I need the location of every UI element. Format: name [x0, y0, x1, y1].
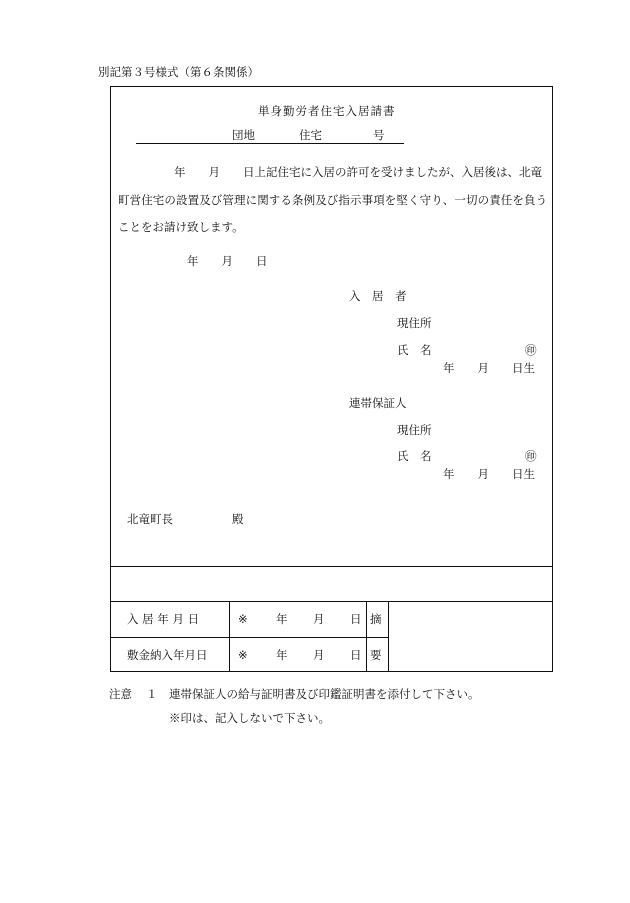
- date-line: 年 月 日: [187, 254, 268, 268]
- resident-heading: 入 居 者: [349, 289, 407, 303]
- addressee-honorific: 殿: [232, 512, 244, 526]
- remarks-label-top: 摘: [370, 612, 382, 626]
- table-col-divider-3: [388, 601, 389, 672]
- address-underline: [136, 143, 404, 144]
- resident-name-label: 氏 名: [397, 343, 432, 357]
- form-title: 単身勤労者住宅入居請書: [258, 104, 396, 118]
- table-col-divider-2: [366, 601, 367, 672]
- table-divider-2: [110, 601, 553, 602]
- jutaku-label: 住宅: [299, 128, 322, 142]
- row2-month: 月: [313, 648, 325, 662]
- guarantor-seal-mark: ㊞: [525, 449, 537, 463]
- go-label: 号: [373, 128, 385, 142]
- notes-line-1: 連帯保証人の給与証明書及び印鑑証明書を添付して下さい。: [169, 687, 480, 701]
- table-divider-top: [110, 566, 553, 567]
- resident-seal-mark: ㊞: [525, 343, 537, 357]
- body-line-2: 町営住宅の設置及び管理に関する条例及び指示事項を堅く守り、一切の責任を負う: [118, 193, 548, 207]
- body-line-3: ことをお請け致します。: [118, 220, 244, 234]
- row1-mark: ※: [238, 612, 248, 626]
- guarantor-birthdate: 年 月 日生: [443, 467, 535, 481]
- row2-day: 日: [350, 648, 362, 662]
- row1-day: 日: [350, 612, 362, 626]
- notes-label: 注意: [109, 687, 132, 701]
- table-col-divider-1: [229, 601, 230, 672]
- body-line-1: 年 月 日上記住宅に入居の許可を受けましたが、入居後は、北竜: [174, 165, 542, 179]
- guarantor-address-label: 現住所: [397, 423, 432, 437]
- deposit-date-label: 敷金納入年月日: [127, 648, 208, 662]
- form-style-note: 別記第３号様式（第６条関係）: [98, 65, 259, 79]
- addressee-name: 北竜町長: [127, 512, 173, 526]
- move-in-date-label: 入 居 年 月 日: [127, 612, 200, 626]
- table-row-divider: [110, 637, 389, 638]
- row1-year: 年: [276, 612, 288, 626]
- remarks-label-bottom: 要: [370, 648, 382, 662]
- row2-mark: ※: [238, 648, 248, 662]
- row1-month: 月: [313, 612, 325, 626]
- guarantor-heading: 連帯保証人: [349, 396, 407, 410]
- resident-address-label: 現住所: [397, 316, 432, 330]
- notes-line-2: ※印は、記入しないで下さい。: [169, 711, 330, 725]
- resident-birthdate: 年 月 日生: [443, 361, 535, 375]
- row2-year: 年: [276, 648, 288, 662]
- notes-number: １: [146, 687, 158, 701]
- danchi-label: 団地: [232, 128, 255, 142]
- guarantor-name-label: 氏 名: [397, 449, 432, 463]
